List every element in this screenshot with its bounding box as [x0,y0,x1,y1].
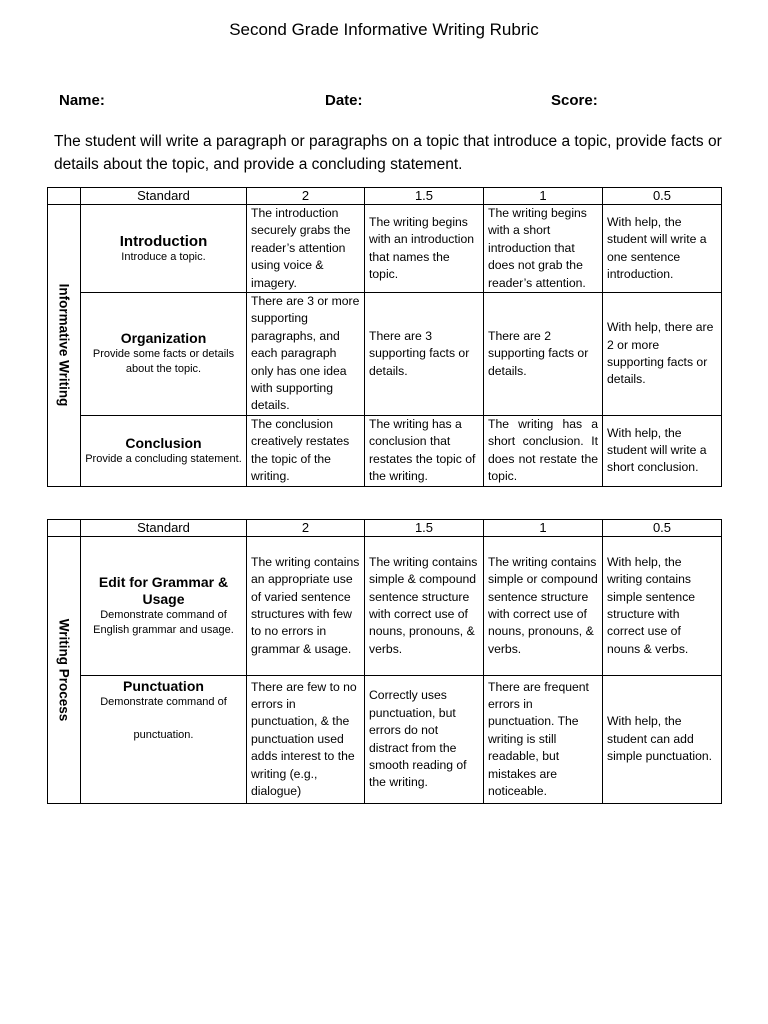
header-standard: Standard [81,188,247,205]
page-title: Second Grade Informative Writing Rubric [229,20,539,39]
rubric-cell-text: There are 3 or more supporting paragraphs, and each paragraph only has one idea with supporting details. [251,294,360,413]
table-row [48,415,722,486]
rubric-cell-text: The introduction securely grabs the reader’s attention using voice & imagery. [251,206,351,290]
rubric-cell [484,676,603,804]
table-row [48,293,722,416]
section-label-cell [48,205,81,487]
rubric-cell-text: The conclusion creatively restates the topic of the writing. [251,416,350,484]
table-row [48,205,722,293]
rubric-cell-text: There are 3 supporting facts or details. [369,328,470,378]
header-score-2: 2 [247,188,365,205]
criterion-title: Organization [120,330,207,347]
rubric-cell-text: The writing has a conclusion that restates the topic of the writing. [369,416,476,484]
rubric-cell-text: With help, the student will write a short conclusion. [607,425,707,475]
name-field-label: Name: [59,92,105,109]
rubric-cell-text: With help, the writing contains simple sentence structure with correct use of nouns & verbs. [607,554,696,656]
rubric-cell-text: With help, the student can add simple punctuation. [607,714,713,764]
rubric-cell [247,415,365,486]
criterion-subtitle-continued: punctuation. [133,729,194,741]
rubric-cell [603,676,722,804]
criterion-cell [81,537,247,676]
table-header-row [48,188,722,205]
rubric-cell-text: With help, the student will write a one sentence introduction. [607,214,707,281]
rubric-cell [484,205,603,293]
rubric-cell-text: Correctly uses punctuation, but errors do not distract from the smooth reading of the writing. [369,688,467,790]
section-label: Informative Writing [56,283,72,407]
table-row [48,676,722,804]
rubric-cell-text: The writing contains simple & compound sentence structure with correct use of nouns, pronouns, & verbs. [369,554,478,656]
rubric-cell [484,293,603,416]
rubric-cell [247,205,365,293]
criterion-subtitle: Provide a concluding statement. [85,452,242,465]
table-header-row [48,520,722,537]
header-score-2: 2 [247,520,365,537]
criterion-cell [81,415,247,486]
criterion-subtitle: Introduce a topic. [121,250,206,263]
rubric-cell [365,293,484,416]
rubric-cell-text: The writing contains an appropriate use of varied sentence structures with few to no errors in grammar & usage. [251,554,360,656]
rubric-cell [365,415,484,486]
rubric-cell [603,537,722,676]
criterion-cell [81,293,247,416]
header-blank-cell [48,188,81,205]
date-field-label: Date: [325,92,363,109]
criterion-cell [81,205,247,293]
criterion-cell [81,676,247,804]
informative-writing-rubric-table [47,187,722,487]
rubric-cell-text: The writing contains simple or compound sentence structure with correct use of nouns, pronouns, & verbs. [488,554,598,656]
rubric-cell [484,415,603,486]
rubric-cell [603,205,722,293]
table-row [48,537,722,676]
score-field-label: Score: [551,92,598,109]
criterion-subtitle: Provide some facts or details about the topic. [92,348,235,376]
header-standard: Standard [81,520,247,537]
header-blank-cell [48,520,81,537]
rubric-cell-text: There are few to no errors in punctuation, & the punctuation used adds interest to the writing (e.g., dialogue) [251,679,357,799]
rubric-cell [365,205,484,293]
instructions-paragraph: The student will write a paragraph or paragraphs on a topic that introduce a topic, provide facts or details about the topic, and provide a concluding statement. [54,133,722,173]
rubric-cell [247,676,365,804]
header-score-0-5: 0.5 [603,188,722,205]
rubric-cell-text: The writing has a short conclusion. It does not restate the topic. [488,416,598,484]
writing-process-rubric-table [47,519,722,804]
rubric-cell-text: The writing begins with a short introduction that does not grab the reader’s attention. [488,206,587,290]
criterion-subtitle: Demonstrate command of [100,696,227,708]
section-label-cell [48,537,81,804]
header-score-1-5: 1.5 [365,520,484,537]
rubric-cell-text: With help, there are 2 or more supporting facts or details. [607,320,714,387]
criterion-subtitle: Demonstrate command of English grammar and usage. [93,609,234,636]
criterion-title: Edit for Grammar & Usage [98,574,229,607]
criterion-title: Introduction [119,232,208,250]
rubric-cell-text: There are frequent errors in punctuation. The writing is still readable, but mistakes are noticeable. [488,679,589,799]
rubric-cell [603,415,722,486]
rubric-cell [247,537,365,676]
rubric-cell-text: The writing begins with an introduction that names the topic. [369,214,475,281]
rubric-cell [484,537,603,676]
header-score-1-5: 1.5 [365,188,484,205]
header-score-0-5: 0.5 [603,520,722,537]
rubric-cell [603,293,722,416]
rubric-cell [365,537,484,676]
criterion-title: Conclusion [125,434,202,451]
section-label: Writing Process [56,618,72,722]
criterion-title: Punctuation [123,678,204,694]
rubric-cell [365,676,484,804]
header-score-1: 1 [484,520,603,537]
header-score-1: 1 [484,188,603,205]
rubric-cell-text: There are 2 supporting facts or details. [488,328,589,378]
rubric-cell [247,293,365,416]
